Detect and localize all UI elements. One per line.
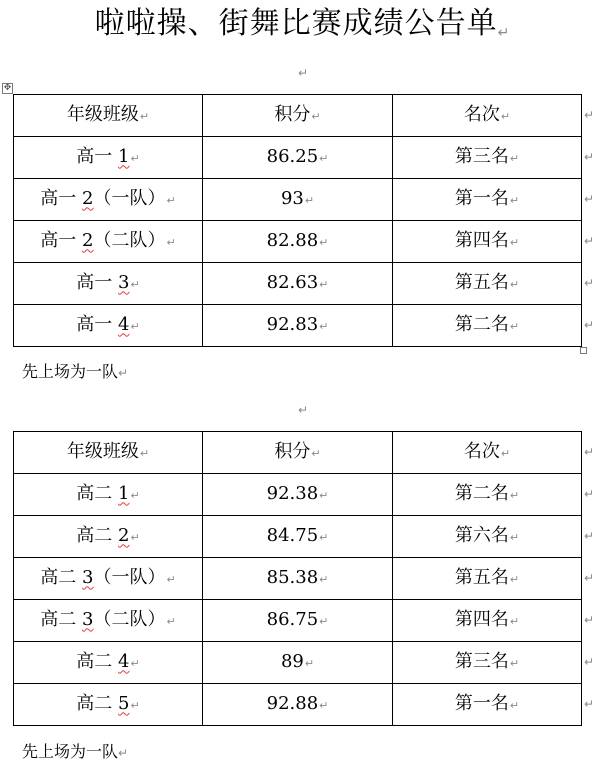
score-value: 86.75 [266, 608, 319, 630]
table-header-row [14, 95, 582, 137]
table-row [14, 179, 582, 221]
rank-value: 第五名 [454, 271, 509, 293]
cell-end-mark-icon: ↵ [319, 488, 329, 502]
class-cell[interactable] [14, 558, 203, 600]
cell-end-mark-icon: ↵ [304, 656, 315, 670]
team-suffix: （一队） [93, 566, 166, 588]
table-row [14, 305, 582, 347]
table-row [14, 558, 582, 600]
table-body [14, 95, 582, 347]
cell-end-mark-icon: ↵ [509, 530, 520, 544]
note-text [22, 739, 128, 762]
cell-end-mark-icon: ↵ [130, 151, 140, 165]
table-row [14, 684, 582, 726]
score-value: 92.38 [266, 482, 319, 504]
cell-end-mark-icon: ↵ [509, 572, 520, 586]
class-cell[interactable] [14, 263, 203, 305]
rank-cell[interactable] [393, 558, 582, 600]
class-prefix: 高一 [40, 229, 83, 251]
row-end-mark-icon: ↵ [584, 150, 595, 164]
rank-cell[interactable] [393, 684, 582, 726]
rank-cell[interactable] [393, 263, 582, 305]
score-table-grade1 [13, 94, 582, 347]
rank-cell[interactable] [393, 137, 582, 179]
row-end-mark-icon: ↵ [584, 487, 595, 501]
class-prefix: 高二 [76, 524, 119, 546]
cell-end-mark-icon: ↵ [319, 698, 329, 712]
table-resize-handle[interactable] [580, 347, 587, 354]
move-handle-icon[interactable]: ✥ [3, 83, 12, 93]
header-label: 名次 [463, 440, 500, 462]
class-number: 2 [118, 524, 130, 546]
header-cell [14, 432, 203, 474]
class-number: 5 [118, 692, 130, 714]
class-cell[interactable] [14, 474, 203, 516]
paragraph-mark-icon: ↵ [298, 403, 309, 417]
cell-end-mark-icon: ↵ [509, 151, 520, 165]
score-value: 92.83 [266, 313, 319, 335]
cell-end-mark-icon: ↵ [319, 319, 329, 333]
cell-end-mark-icon: ↵ [319, 277, 329, 291]
table-row [14, 263, 582, 305]
cell-end-mark-icon: ↵ [509, 614, 520, 628]
title-text: 啦啦操、街舞比赛成绩公告单 [94, 6, 498, 41]
rank-cell[interactable] [393, 600, 582, 642]
cell-end-mark-icon: ↵ [130, 488, 140, 502]
class-number: 3 [82, 608, 94, 630]
cell-end-mark-icon: ↵ [166, 572, 176, 586]
class-prefix: 高二 [40, 566, 83, 588]
cell-end-mark-icon: ↵ [304, 193, 315, 207]
class-number: 1 [118, 145, 130, 167]
class-prefix: 高一 [76, 271, 119, 293]
cell-end-mark-icon: ↵ [139, 446, 150, 460]
cell-end-mark-icon: ↵ [319, 572, 329, 586]
row-end-mark-icon: ↵ [584, 571, 595, 585]
cell-end-mark-icon: ↵ [509, 698, 520, 712]
class-prefix: 高二 [76, 650, 119, 672]
rank-cell[interactable] [393, 221, 582, 263]
score-value: 93 [280, 187, 304, 209]
table-row [14, 516, 582, 558]
class-prefix: 高一 [76, 313, 119, 335]
score-cell[interactable] [203, 558, 393, 600]
table-row [14, 221, 582, 263]
class-prefix: 高二 [40, 608, 83, 630]
row-end-mark-icon: ↵ [584, 613, 595, 627]
cell-end-mark-icon: ↵ [139, 109, 150, 123]
cell-end-mark-icon: ↵ [166, 193, 176, 207]
class-prefix: 高一 [40, 187, 83, 209]
row-end-mark-icon: ↵ [584, 655, 595, 669]
document-title [0, 4, 605, 53]
class-cell[interactable] [14, 600, 203, 642]
note-text [22, 359, 128, 382]
row-end-mark-icon: ↵ [584, 234, 595, 248]
header-label: 年级班级 [66, 103, 139, 125]
rank-value: 第二名 [454, 482, 509, 504]
class-prefix: 高二 [76, 692, 119, 714]
class-number: 4 [118, 313, 130, 335]
header-cell [393, 95, 582, 137]
cell-end-mark-icon: ↵ [130, 277, 140, 291]
cell-end-mark-icon: ↵ [311, 446, 321, 460]
cell-end-mark-icon: ↵ [130, 698, 140, 712]
rank-value: 第四名 [454, 229, 509, 251]
cell-end-mark-icon: ↵ [130, 319, 140, 333]
rank-value: 第五名 [454, 566, 509, 588]
rank-value: 第二名 [454, 313, 509, 335]
table-row [14, 474, 582, 516]
table-row [14, 600, 582, 642]
class-number: 4 [118, 650, 130, 672]
cell-end-mark-icon: ↵ [500, 446, 511, 460]
score-cell[interactable] [203, 642, 393, 684]
score-cell[interactable] [203, 684, 393, 726]
header-label: 年级班级 [66, 440, 139, 462]
score-cell[interactable] [203, 305, 393, 347]
table-body [14, 432, 582, 726]
cell-end-mark-icon: ↵ [509, 277, 520, 291]
cell-end-mark-icon: ↵ [509, 319, 520, 333]
rank-cell[interactable] [393, 179, 582, 221]
cell-end-mark-icon: ↵ [509, 193, 520, 207]
score-cell[interactable] [203, 179, 393, 221]
rank-cell[interactable] [393, 516, 582, 558]
header-cell [393, 432, 582, 474]
paragraph-mark-icon: ↵ [118, 366, 129, 380]
cell-end-mark-icon: ↵ [166, 614, 176, 628]
cell-end-mark-icon: ↵ [311, 109, 321, 123]
score-table-grade2 [13, 431, 582, 726]
score-value: 89 [280, 650, 304, 672]
score-cell[interactable] [203, 600, 393, 642]
class-number: 2 [82, 229, 94, 251]
paragraph-mark-icon: ↵ [118, 746, 129, 760]
score-cell[interactable] [203, 263, 393, 305]
rank-value: 第一名 [454, 187, 509, 209]
header-cell [203, 95, 393, 137]
paragraph-mark-icon: ↵ [298, 66, 309, 80]
score-value: 92.88 [266, 692, 319, 714]
rank-value: 第三名 [454, 650, 509, 672]
note-label: 先上场为一队 [22, 362, 119, 381]
class-cell[interactable] [14, 516, 203, 558]
rank-value: 第一名 [454, 692, 509, 714]
team-suffix: （二队） [93, 229, 166, 251]
class-cell[interactable] [14, 221, 203, 263]
cell-end-mark-icon: ↵ [509, 488, 520, 502]
table-row [14, 642, 582, 684]
note-label: 先上场为一队 [22, 742, 119, 761]
rank-cell[interactable] [393, 305, 582, 347]
row-end-mark-icon: ↵ [584, 445, 595, 459]
table-header-row [14, 432, 582, 474]
row-end-mark-icon: ↵ [584, 529, 595, 543]
row-end-mark-icon: ↵ [584, 108, 595, 122]
class-cell[interactable] [14, 179, 203, 221]
rank-value: 第六名 [454, 524, 509, 546]
cell-end-mark-icon: ↵ [509, 235, 520, 249]
class-cell[interactable] [14, 642, 203, 684]
header-cell [14, 95, 203, 137]
cell-end-mark-icon: ↵ [166, 235, 176, 249]
rank-value: 第四名 [454, 608, 509, 630]
class-prefix: 高二 [76, 482, 119, 504]
team-suffix: （一队） [93, 187, 166, 209]
class-cell[interactable] [14, 684, 203, 726]
team-suffix: （二队） [93, 608, 166, 630]
score-value: 82.88 [266, 229, 319, 251]
cell-end-mark-icon: ↵ [319, 614, 329, 628]
class-prefix: 高一 [76, 145, 119, 167]
class-number: 3 [118, 271, 130, 293]
class-number: 2 [82, 187, 94, 209]
cell-end-mark-icon: ↵ [130, 656, 140, 670]
class-cell[interactable] [14, 137, 203, 179]
cell-end-mark-icon: ↵ [319, 151, 329, 165]
cell-end-mark-icon: ↵ [319, 235, 329, 249]
class-number: 3 [82, 566, 94, 588]
row-end-mark-icon: ↵ [584, 276, 595, 290]
score-cell[interactable] [203, 516, 393, 558]
score-value: 86.25 [266, 145, 319, 167]
rank-cell[interactable] [393, 642, 582, 684]
header-label: 积分 [274, 103, 311, 125]
cell-end-mark-icon: ↵ [319, 530, 329, 544]
score-cell[interactable] [203, 474, 393, 516]
class-number: 1 [118, 482, 130, 504]
score-cell[interactable] [203, 137, 393, 179]
cell-end-mark-icon: ↵ [130, 530, 140, 544]
class-cell[interactable] [14, 305, 203, 347]
score-value: 84.75 [266, 524, 319, 546]
header-label: 积分 [274, 440, 311, 462]
row-end-mark-icon: ↵ [584, 192, 595, 206]
header-cell [203, 432, 393, 474]
paragraph-mark-icon: ↵ [497, 25, 511, 41]
score-cell[interactable] [203, 221, 393, 263]
cell-end-mark-icon: ↵ [500, 109, 511, 123]
row-end-mark-icon: ↵ [584, 697, 595, 711]
row-end-mark-icon: ↵ [584, 318, 595, 332]
rank-cell[interactable] [393, 474, 582, 516]
score-value: 82.63 [266, 271, 319, 293]
score-value: 85.38 [266, 566, 319, 588]
table-row [14, 137, 582, 179]
rank-value: 第三名 [454, 145, 509, 167]
cell-end-mark-icon: ↵ [509, 656, 520, 670]
header-label: 名次 [463, 103, 500, 125]
